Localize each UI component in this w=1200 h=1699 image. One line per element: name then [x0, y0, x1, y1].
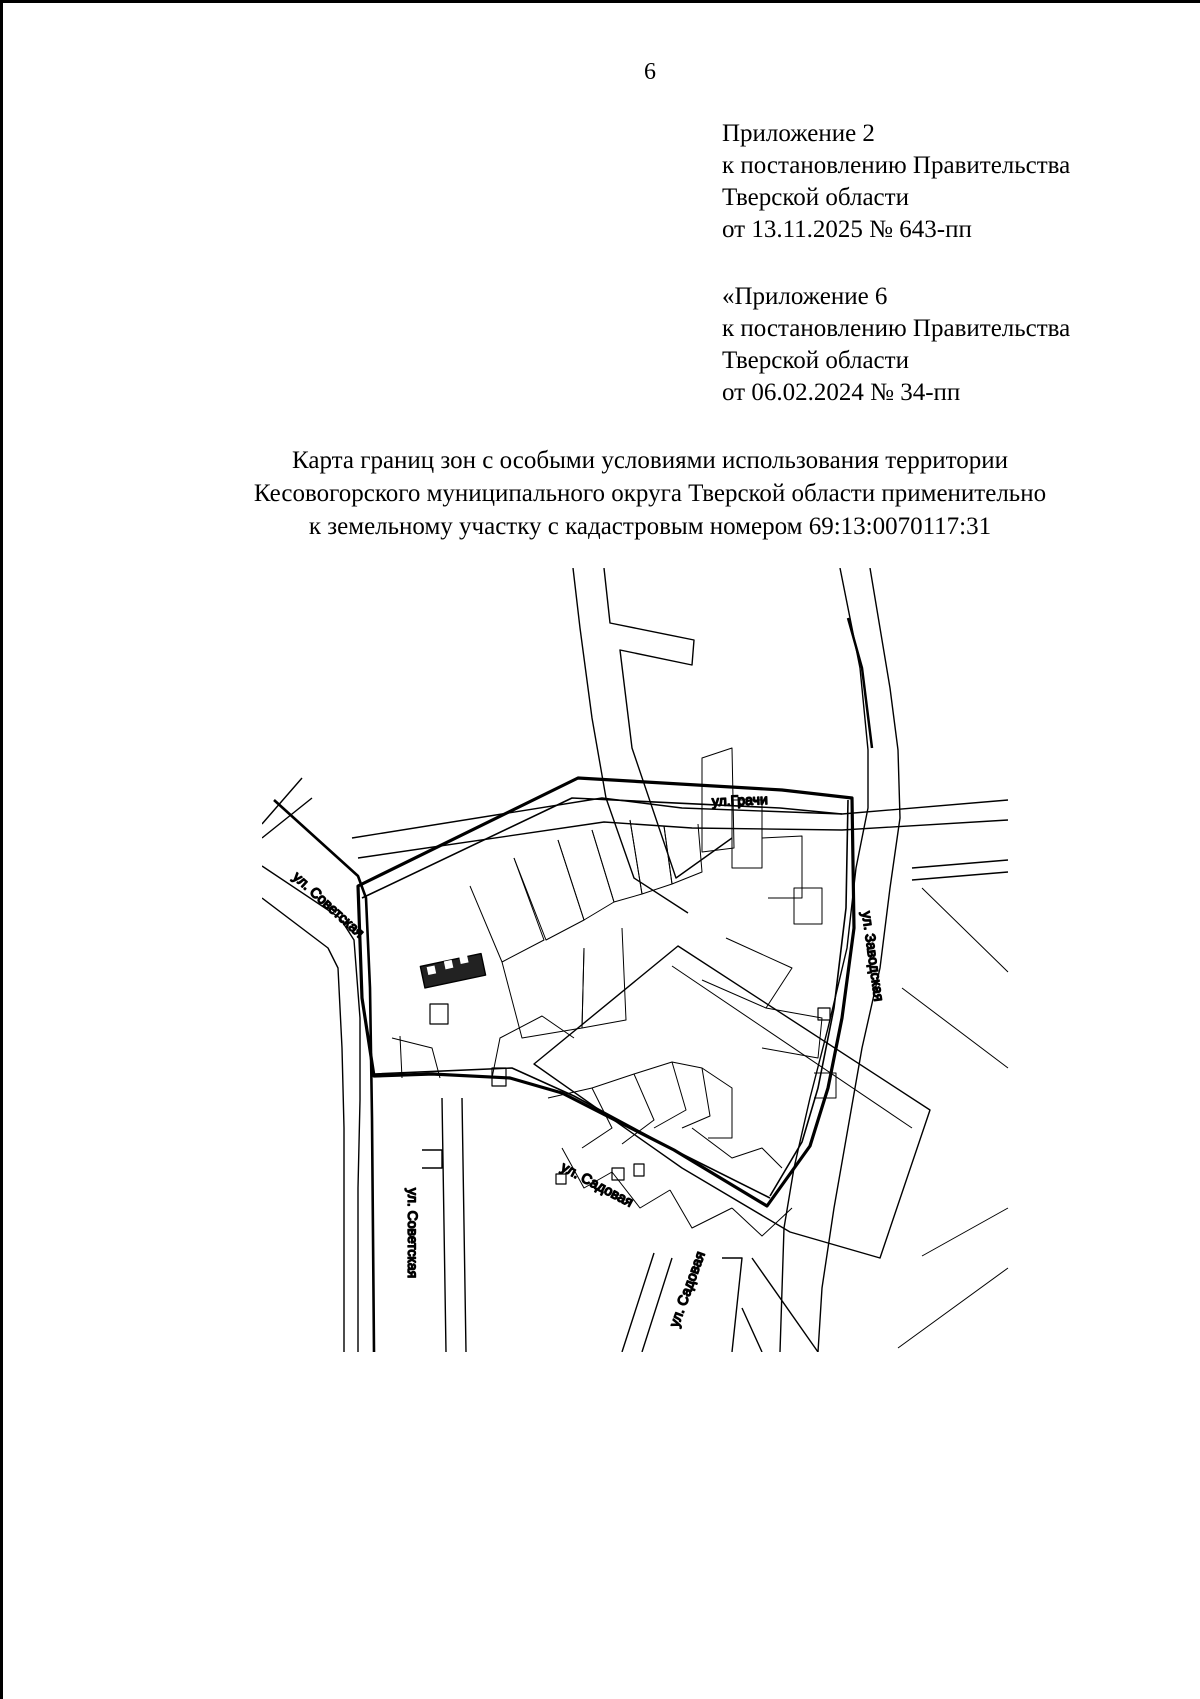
street-label-sadovaya-east: ул. Садовая: [558, 1158, 637, 1210]
appendix-line: Тверской области: [722, 347, 909, 374]
object-marker-icon: [420, 954, 485, 988]
appendix-line: Тверской области: [722, 184, 909, 211]
street-label-sovetskaya-north: ул. Советская: [289, 868, 368, 941]
page-number: 6: [644, 59, 656, 85]
street-label-sovetskaya-south: ул. Советская: [405, 1188, 421, 1279]
title-line: Карта границ зон с особыми условиями использования территории: [292, 447, 1008, 474]
scan-top-edge: [0, 0, 1200, 3]
title-line: Кесовогорского муниципального округа Тверской области применительно: [253, 480, 1047, 507]
buildings: [430, 1004, 830, 1184]
document-title: [150, 444, 1150, 543]
zone-boundary-map: [262, 568, 1012, 1352]
appendix-current-header: [722, 118, 1070, 246]
appendix-original-header: [722, 281, 1070, 409]
scan-left-edge: [0, 0, 3, 1699]
appendix-line: к постановлению Правительства: [722, 315, 1071, 342]
appendix-line: от 13.11.2025 № 643-пп: [722, 216, 972, 243]
title-line: к земельному участку с кадастровым номером 69:13:0070117:31: [308, 513, 992, 540]
road-network: [262, 568, 1008, 1352]
street-label-zavodskaya: ул. Заводская: [859, 910, 888, 1003]
appendix-line: «Приложение 6: [722, 283, 888, 310]
zone-boundary-outline: [358, 778, 854, 1206]
appendix-line: Приложение 2: [722, 120, 875, 147]
appendix-line: к постановлению Правительства: [722, 152, 1071, 179]
street-label-sadovaya-south: ул. Садовая: [665, 1249, 708, 1330]
appendix-line: от 06.02.2024 № 34-пп: [722, 379, 961, 406]
street-label-grachi: ул.Грачи: [711, 791, 769, 809]
